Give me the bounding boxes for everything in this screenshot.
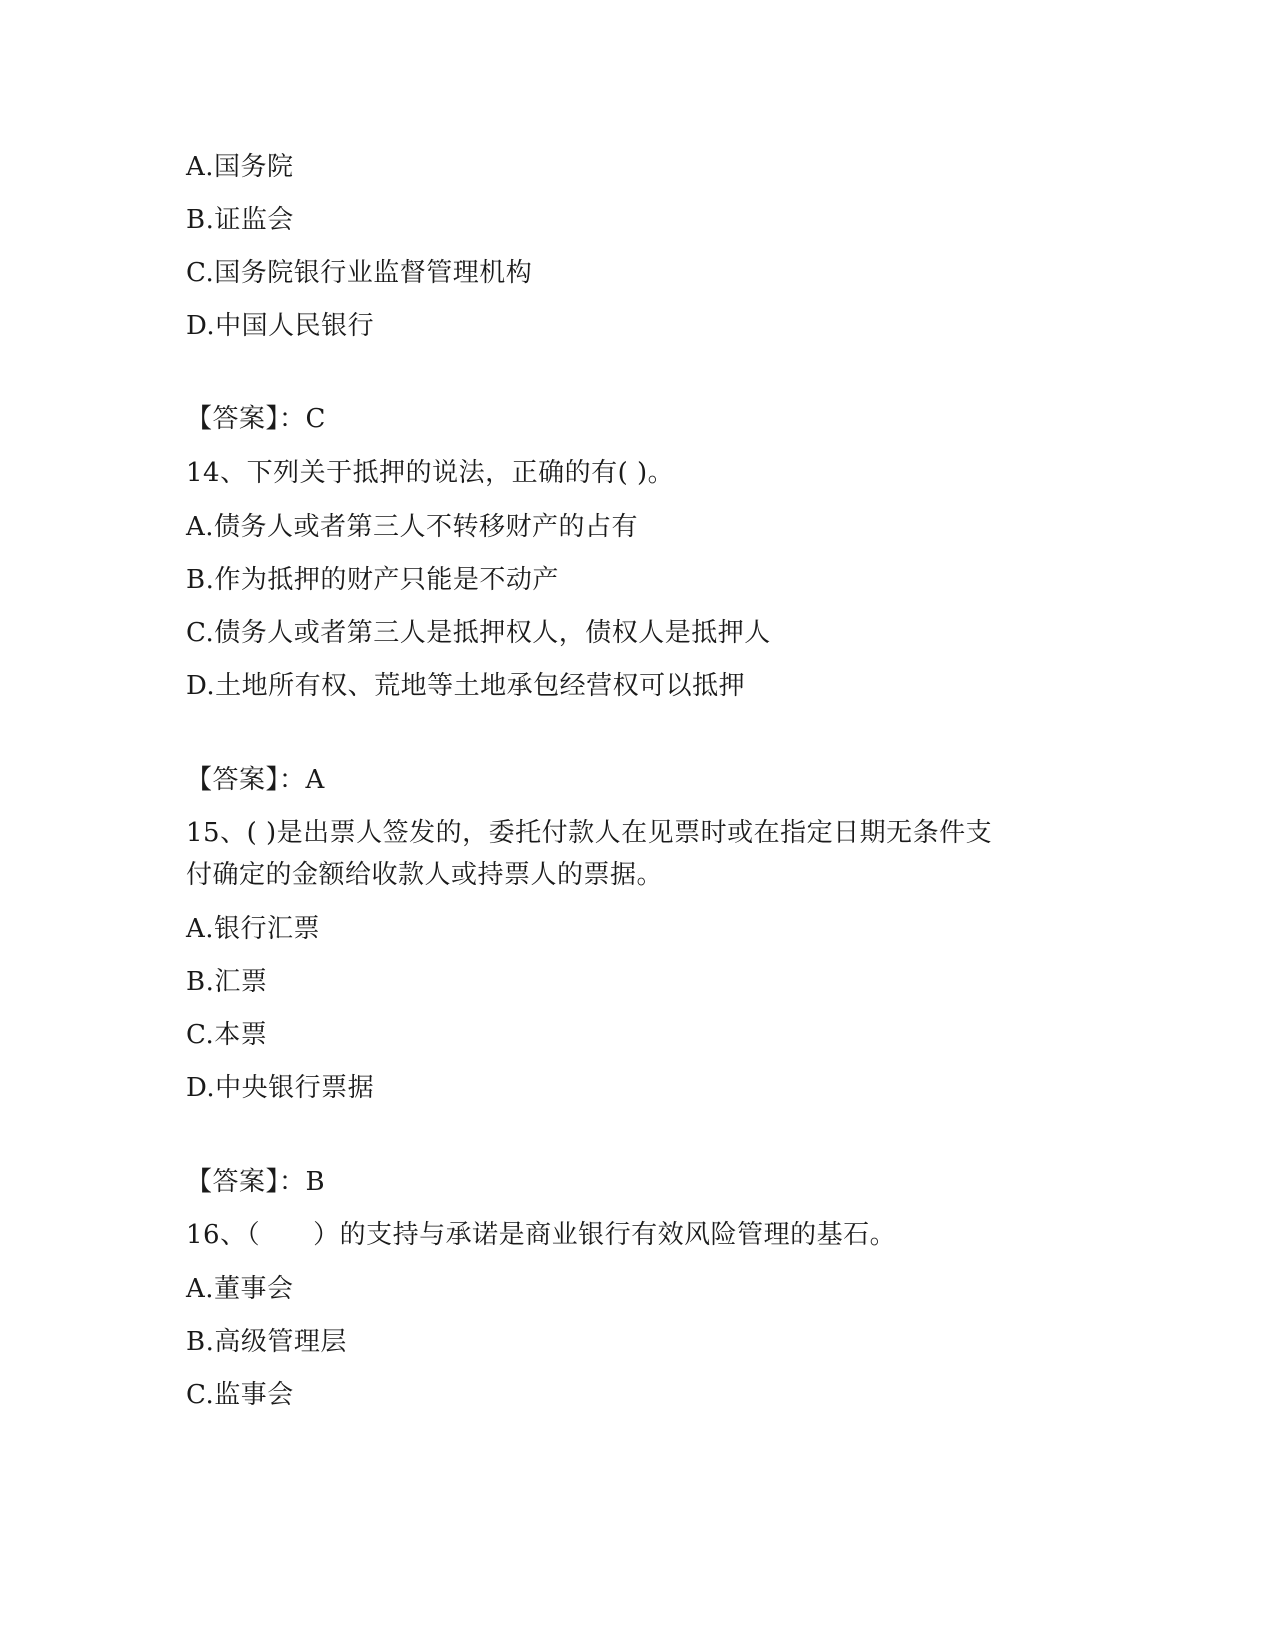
q13-option-d: D.中国人民银行 xyxy=(186,311,375,341)
q16-option-b: B.高级管理层 xyxy=(186,1327,347,1357)
q16-option-c: C.监事会 xyxy=(186,1380,294,1410)
q15-option-a: A.银行汇票 xyxy=(186,914,321,944)
q16-option-a: A.董事会 xyxy=(186,1274,294,1304)
q15-stem-line1: 15、( )是出票人签发的，委托付款人在见票时或在指定日期无条件支 xyxy=(186,818,993,848)
q14-stem: 14、下列关于抵押的说法，正确的有( )。 xyxy=(186,458,675,488)
q14-option-b: B.作为抵押的财产只能是不动产 xyxy=(186,565,559,595)
q15-option-c: C.本票 xyxy=(186,1020,268,1050)
q14-option-d: D.土地所有权、荒地等土地承包经营权可以抵押 xyxy=(186,671,746,701)
q15-option-d: D.中央银行票据 xyxy=(186,1073,375,1103)
q15-answer: 【答案】：B xyxy=(186,1167,326,1197)
q15-stem-line2: 付确定的金额给收款人或持票人的票据。 xyxy=(186,860,664,890)
q14-option-c: C.债务人或者第三人是抵押权人，债权人是抵押人 xyxy=(186,618,771,648)
q13-option-c: C.国务院银行业监督管理机构 xyxy=(186,258,533,288)
q14-option-a: A.债务人或者第三人不转移财产的占有 xyxy=(186,512,639,542)
q14-answer: 【答案】：A xyxy=(186,765,325,795)
q13-answer: 【答案】：C xyxy=(186,404,326,434)
q16-stem: 16、（ ）的支持与承诺是商业银行有效风险管理的基石。 xyxy=(186,1220,897,1250)
q15-option-b: B.汇票 xyxy=(186,967,268,997)
q13-option-b: B.证监会 xyxy=(186,205,294,235)
q13-option-a: A.国务院 xyxy=(186,152,294,182)
